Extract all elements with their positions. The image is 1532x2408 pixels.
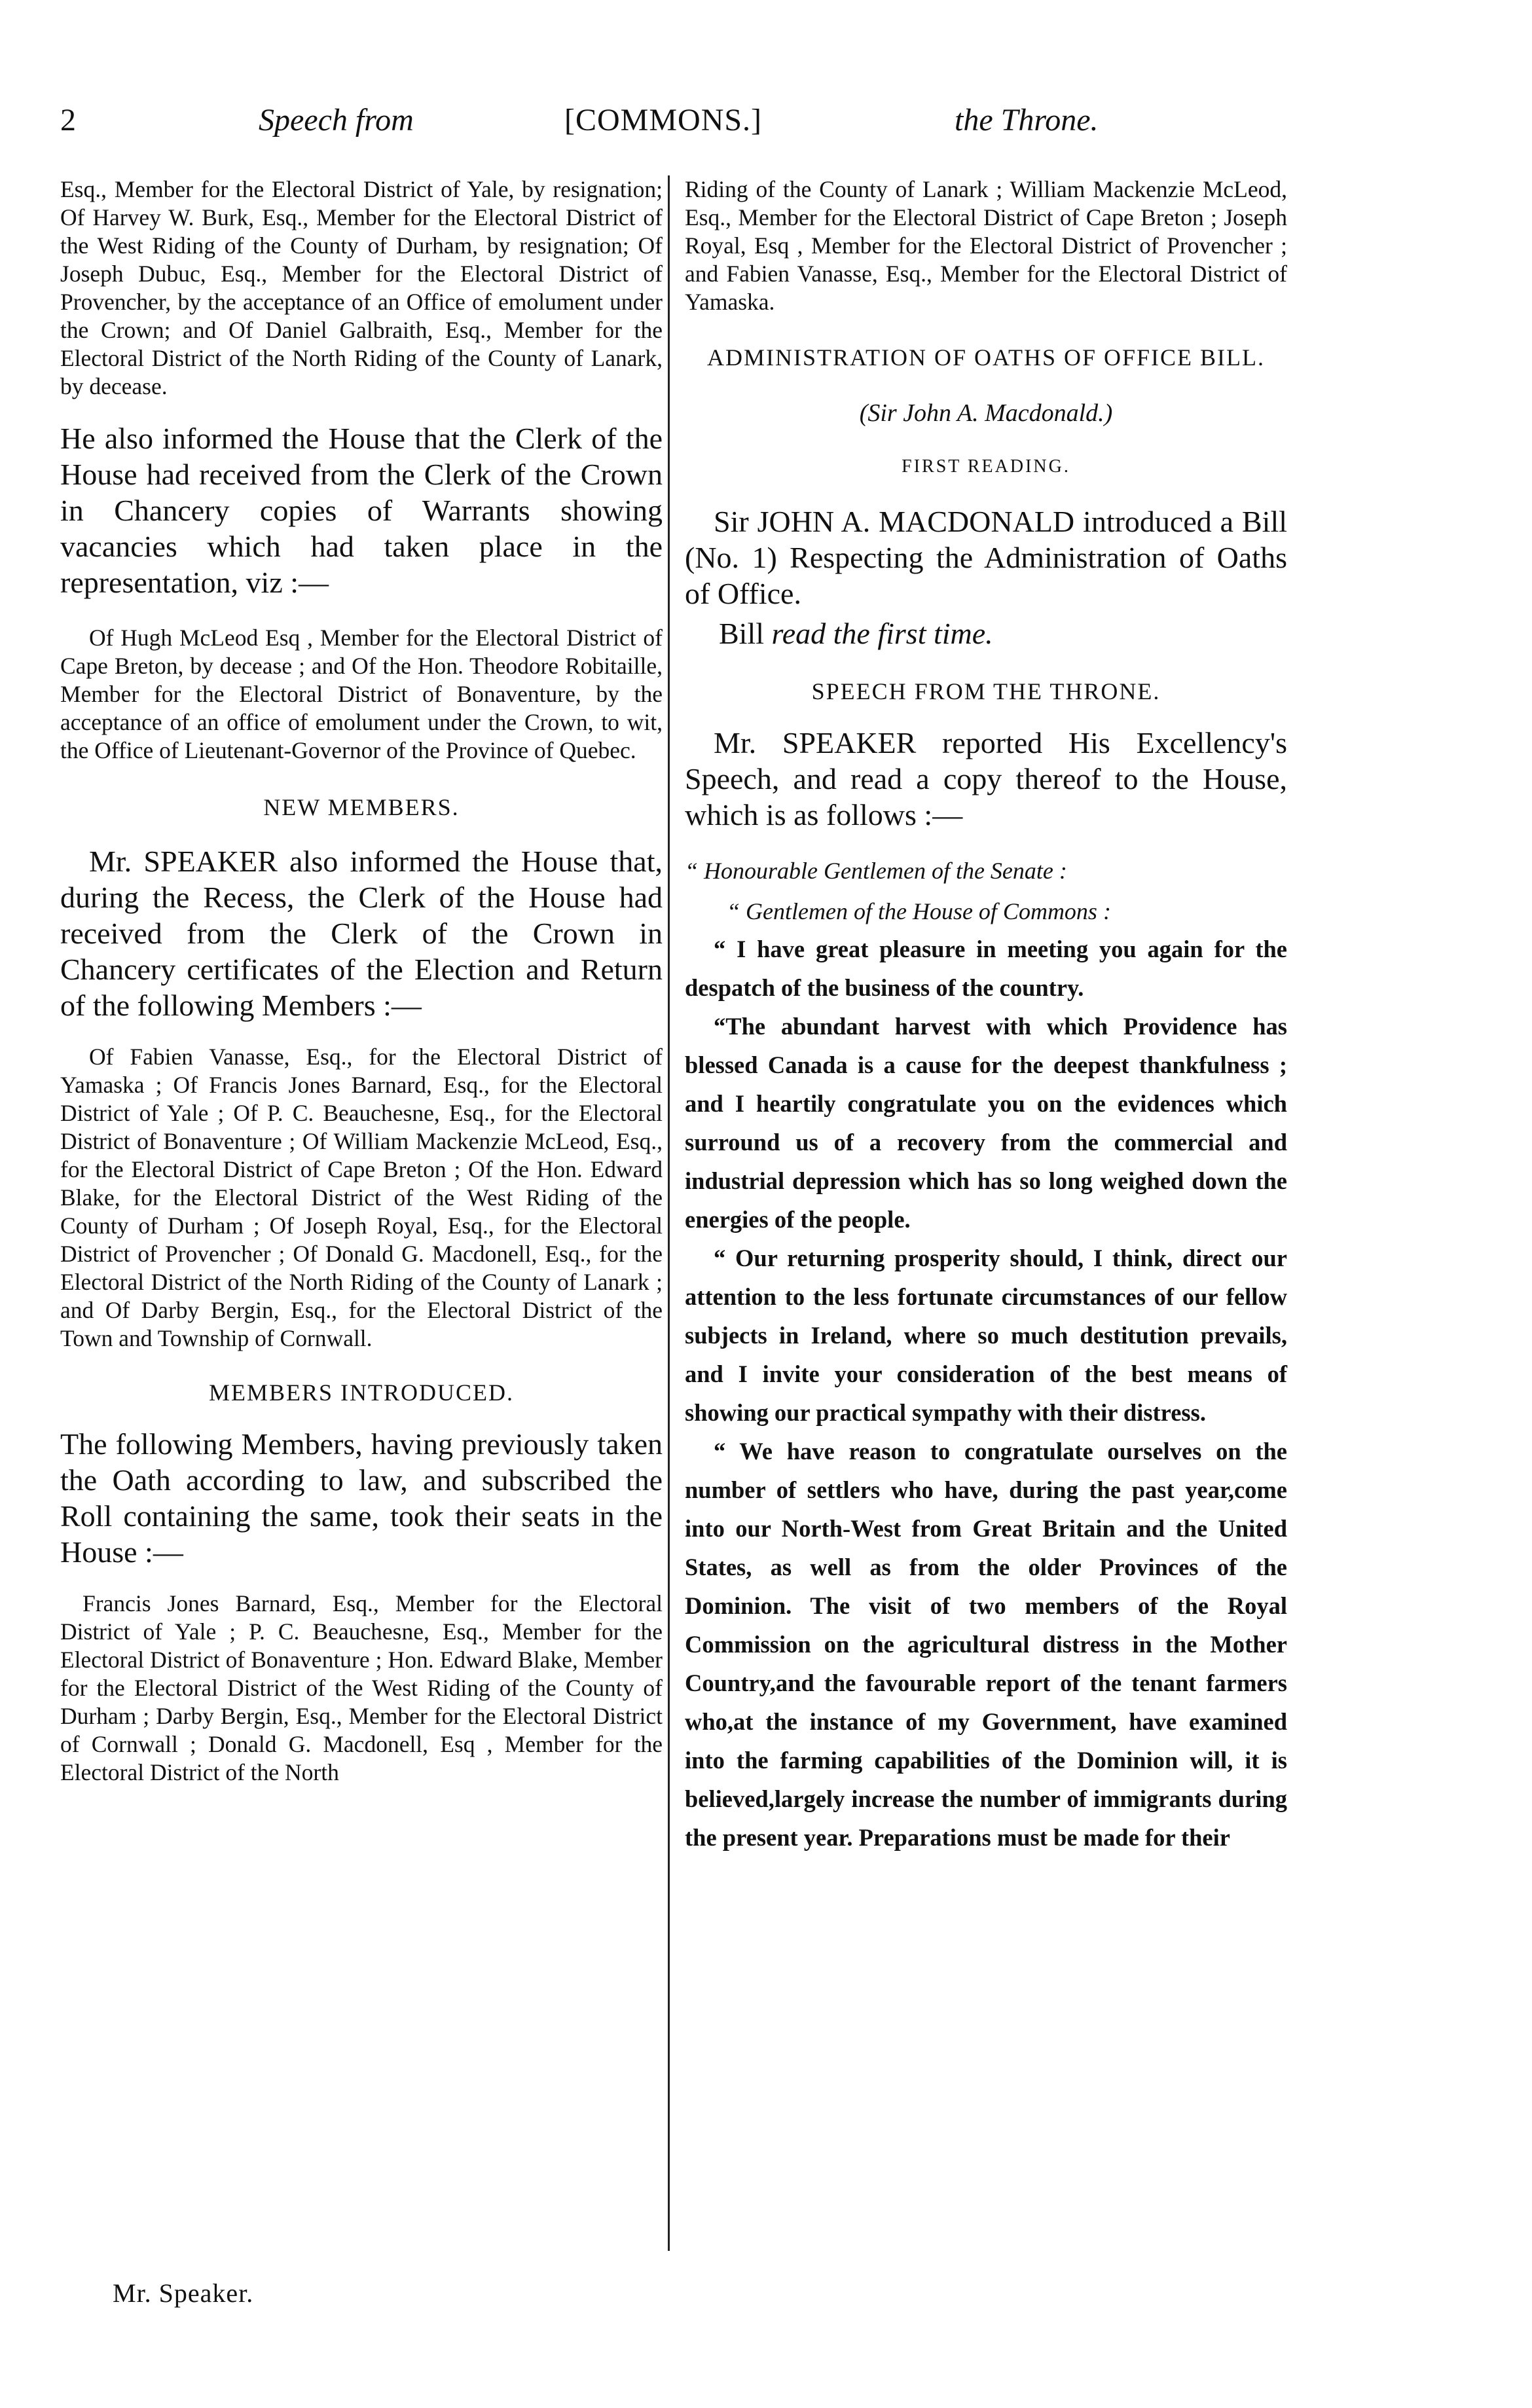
right-column <box>685 175 1287 1857</box>
macdonald-paragraph <box>685 503 1287 611</box>
catchword-footer: Mr. Speaker. <box>113 2278 254 2308</box>
macdonald-name: Sir JOHN A. MACDONALD <box>714 505 1075 538</box>
speaker-informed-text: also informed the House that, during the Recess, the Clerk of the House had received from the Clerk of the Crown in Chancery certificates of the Election and Return of the following Members :— <box>60 845 663 1022</box>
speech-paragraph-1: “ I have great pleasure in meeting you again for the despatch of the business of the country. <box>685 936 1287 1001</box>
oaths-bill-heading: ADMINISTRATION OF OATHS OF OFFICE BILL. <box>706 344 1266 371</box>
new-members-heading: NEW MEMBERS. <box>263 794 460 820</box>
oaths-bill-sponsor: (Sir John A. Macdonald.) <box>859 399 1113 427</box>
address-commons: “ Gentlemen of the House of Commons : <box>727 898 1111 924</box>
left-column <box>60 175 663 1787</box>
column-divider <box>668 175 670 2251</box>
informed-paragraph: He also informed the House that the Clerk of the House had received from the Clerk of the Crown in Chancery copies of Warrants showing vacancies which had taken place in the representation, viz :— <box>60 422 663 599</box>
page-number: 2 <box>60 103 76 137</box>
vacancies-continued: Esq., Member for the Electoral District of Yale, by resignation; Of Harvey W. Burk, Esq., Member for the Electoral District of the West Riding of the County of Durham, by resignation; Of Joseph Dubuc, Esq., Member for the Electoral District of Provencher, by the acceptance of an Office of emolument under the Crown; and Of Daniel Galbraith, Esq., Member for the Electoral District of the North Riding of the County of Lanark, by decease. <box>60 176 663 399</box>
running-title-right: the Throne. <box>955 103 1099 137</box>
speech-paragraph-3: “ Our returning prosperity should, I think, direct our attention to the less fortunate circumstances of our fellow subjects in Ireland, where so much destitution prevails, and I invite your consideration of the best means of showing our practical sympathy with their distress. <box>685 1245 1287 1426</box>
macdonald-text: introduced a Bill (No. 1) Respecting the Administration of Oaths of Office. <box>685 505 1288 610</box>
bill-label: Bill <box>719 617 765 650</box>
warrants-list: Of Hugh McLeod Esq , Member for the Electoral District of Cape Breton, by decease ; and Of the Hon. Theodore Robitaille, Member for the Electoral District of Bonaventure, by the acceptance of an office of emolument under the Crown, to wit, the Office of Lieutenant-Governor of the Province of Quebec. <box>60 625 663 763</box>
speaker-reported-text: reported His Excellency's Speech, and read a copy thereof to the House, which is as follows :— <box>685 726 1288 831</box>
speaker-name-right: Mr. SPEAKER <box>714 726 917 759</box>
members-introduced-heading: MEMBERS INTRODUCED. <box>208 1379 515 1406</box>
running-title-left: Speech from <box>259 103 414 137</box>
address-senate: “ Honourable Gentlemen of the Senate : <box>685 858 1067 884</box>
bill-read-text: read the first time. <box>771 617 993 650</box>
speech-heading: SPEECH FROM THE THRONE. <box>811 678 1161 704</box>
introduced-paragraph: The following Members, having previously taken the Oath according to law, and subscribed the Roll containing the same, took their seats in the House :— <box>60 1427 663 1569</box>
introduced-continued: Riding of the County of Lanark ; William Mackenzie McLeod, Esq., Member for the Electoral District of Cape Breton ; Joseph Royal, Esq , Member for the Electoral District of Provencher ; and Fabien Vanasse, Esq., Member for the Electoral District of Yamaska. <box>685 176 1287 315</box>
speaker-reported-paragraph <box>685 725 1287 833</box>
first-reading-heading: FIRST READING. <box>902 456 1070 477</box>
bill-first-reading <box>719 615 1287 651</box>
introduced-members-list: Francis Jones Barnard, Esq., Member for the Electoral District of Yale ; P. C. Beauchesne, Esq., Member for the Electoral District of Bonaventure ; Hon. Edward Blake, Member for the Electoral District of the West Riding of the County of Durham ; Darby Bergin, Esq., Member for the Electoral District of Cornwall ; Donald G. Macdonell, Esq , Member for the Electoral District of the North <box>60 1590 663 1785</box>
running-title-center: [COMMONS.] <box>564 103 763 137</box>
speaker-informed-paragraph <box>60 843 663 1023</box>
members-returned-list: Of Fabien Vanasse, Esq., for the Electoral District of Yamaska ; Of Francis Jones Barnard, Esq., for the Electoral District of Yale ; Of P. C. Beauchesne, Esq., for the Electoral District of Bonaventure ; Of William Mackenzie McLeod, Esq., for the Electoral District of Cape Breton ; Of the Hon. Edward Blake, for the Electoral District of the West Riding of the County of Durham ; Of Joseph Royal, Esq., for the Electoral District of Provencher ; Of Donald G. Macdonell, Esq., for the Electoral District of the North Riding of the County of Lanark ; and Of Darby Bergin, Esq., for the Electoral District of the Town and Township of Cornwall. <box>60 1044 663 1351</box>
speech-paragraph-2: “The abundant harvest with which Providence has blessed Canada is a cause for the deepest thankfulness ; and I heartily congratulate you on the evidences which surround us of a recovery from the commercial and industrial depression which has so long weighed down the energies of the people. <box>685 1013 1287 1233</box>
speaker-name: Mr. SPEAKER <box>89 845 278 878</box>
speech-paragraph-4: “ We have reason to congratulate ourselves on the number of settlers who have, during the past year,come into our North-West from Great Britain and the United States, as well as from the older Provinces of the Dominion. The visit of two members of the Royal Commission on the agricultural distress in the Mother Country,and the favourable report of the tenant farmers who,at the instance of my Government, have examined into the farming capabilities of the Dominion will, it is believed,largely increase the number of immigrants during the present year. Preparations must be made for their <box>685 1438 1287 1851</box>
